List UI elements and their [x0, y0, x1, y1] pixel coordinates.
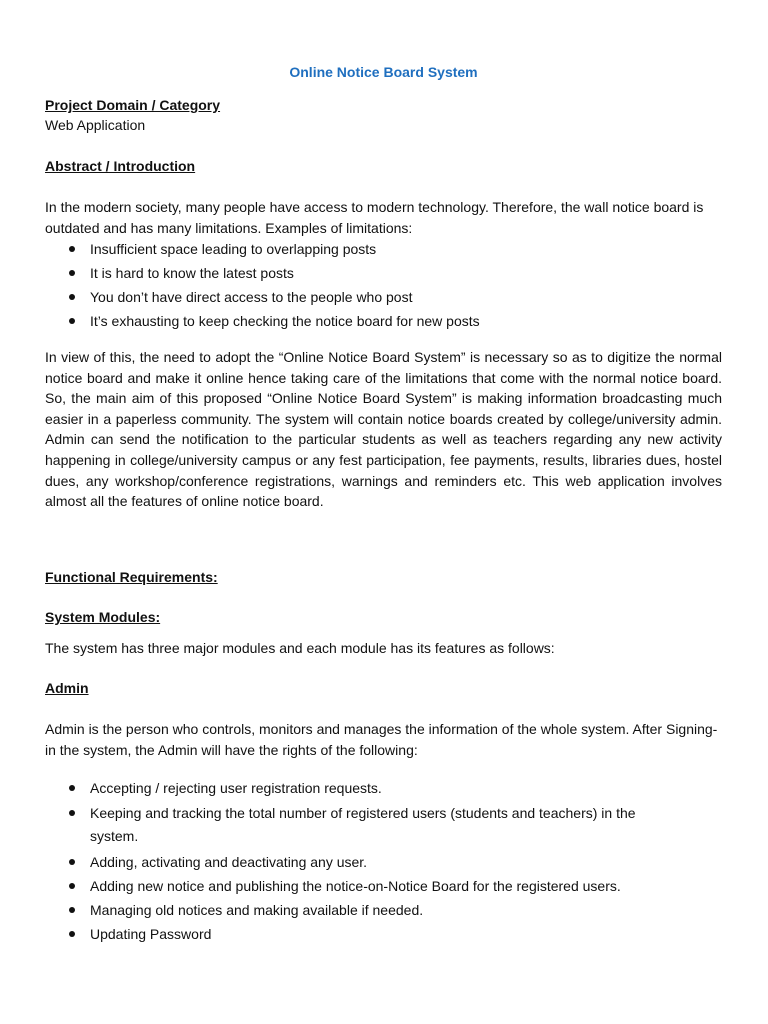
list-item [45, 852, 722, 872]
admin-rights-list [45, 778, 722, 944]
list-item [45, 263, 722, 283]
list-item [45, 287, 722, 307]
bullet-icon [69, 318, 75, 324]
list-item-text: It’s exhausting to keep checking the notice board for new posts [90, 313, 480, 329]
abstract-heading: Abstract / Introduction [45, 158, 196, 174]
modules-paragraph: The system has three major modules and each module has its features as follows: [45, 640, 555, 656]
bullet-icon [69, 270, 75, 276]
list-item [45, 900, 722, 920]
bullet-icon [69, 785, 75, 791]
domain-value: Web Application [45, 117, 146, 133]
bullet-icon [69, 294, 75, 300]
domain-heading: Project Domain / Category [45, 97, 221, 113]
list-item-text: Accepting / rejecting user registration requests. [90, 780, 382, 796]
list-item [45, 778, 722, 798]
admin-paragraph: Admin is the person who controls, monitors and manages the information of the whole system. After Signing-in the system, the Admin will have the rights of the following: [45, 721, 718, 758]
limitations-list [45, 239, 722, 331]
list-item-text: You don’t have direct access to the people who post [90, 289, 413, 305]
document-page [45, 0, 722, 1024]
list-item-text: Insufficient space leading to overlapping posts [90, 241, 377, 257]
document-title: Online Notice Board System [289, 64, 478, 80]
bullet-icon [69, 246, 75, 252]
functional-heading: Functional Requirements: [45, 569, 218, 585]
list-item-text: It is hard to know the latest posts [90, 265, 294, 281]
list-item-text: Adding new notice and publishing the notice-on-Notice Board for the registered users. [90, 878, 621, 894]
list-item-text: Adding, activating and deactivating any user. [90, 854, 368, 870]
bullet-icon [69, 810, 75, 816]
list-item [45, 924, 722, 944]
list-item-text: Updating Password [90, 926, 212, 942]
admin-heading: Admin [45, 680, 89, 696]
modules-heading: System Modules: [45, 609, 161, 625]
view-paragraph: In view of this, the need to adopt the “Online Notice Board System” is necessary so as to digitize the normal notice board and make it online hence taking care of the limitations that come with the normal notice board. So, the main aim of this proposed “Online Notice Board System” is making information broadcasting much easier in a paperless community. The system will contain notice boards created by college/university admin. Admin can send the notification to the particular students as well as teachers regarding any new activity happening in college/university campus or any fest participation, fee payments, results, libraries dues, hostel dues, any workshop/conference registrations, warnings and reminders etc. This web application involves almost all the features of online notice board. [45, 349, 722, 510]
list-item-text: Keeping and tracking the total number of registered users (students and teachers) in the system. [90, 805, 636, 844]
list-item [45, 802, 722, 848]
intro-paragraph: In the modern society, many people have access to modern technology. Therefore, the wall notice board is outdated and has many limitations. Examples of limitations: [45, 199, 704, 236]
list-item-text: Managing old notices and making available if needed. [90, 902, 424, 918]
bullet-icon [69, 859, 75, 865]
bullet-icon [69, 883, 75, 889]
list-item [45, 311, 722, 331]
list-item [45, 876, 722, 896]
list-item [45, 239, 722, 259]
bullet-icon [69, 931, 75, 937]
bullet-icon [69, 907, 75, 913]
